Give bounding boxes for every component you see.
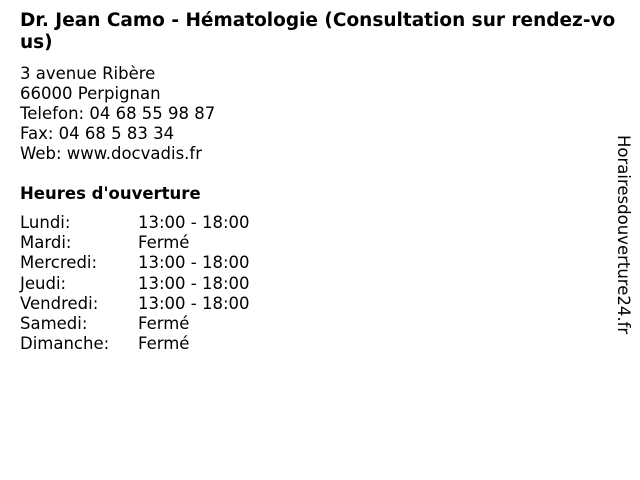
opening-hours-heading: Heures d'ouverture (20, 184, 201, 203)
day-hours: Fermé (138, 233, 190, 253)
hours-row-friday (20, 294, 250, 314)
day-hours: 13:00 - 18:00 (138, 253, 250, 273)
day-hours: 13:00 - 18:00 (138, 273, 250, 293)
day-label: Mardi: (20, 233, 72, 253)
day-label: Samedi: (20, 314, 88, 334)
phone-number: Telefon: 04 68 55 98 87 (20, 104, 216, 123)
day-hours: 13:00 - 18:00 (138, 293, 250, 313)
day-label: Mercredi: (20, 253, 98, 273)
day-hours: Fermé (138, 314, 190, 334)
day-hours: Fermé (138, 334, 190, 354)
fax-number: Fax: 04 68 5 83 34 (20, 124, 175, 143)
hours-row-saturday (20, 314, 250, 334)
hours-row-monday (20, 213, 250, 233)
day-label: Jeudi: (20, 273, 67, 293)
day-hours: 13:00 - 18:00 (138, 213, 250, 232)
website: Web: www.docvadis.fr (20, 144, 202, 163)
opening-hours-table (20, 213, 250, 354)
day-label: Dimanche: (20, 334, 110, 354)
address-block (20, 64, 215, 164)
hours-row-sunday (20, 334, 250, 354)
listing-title: Dr. Jean Camo - Hématologie (Consultation sur rendez-vous) (20, 10, 616, 53)
day-label: Lundi: (20, 213, 71, 232)
hours-row-wednesday (20, 253, 250, 273)
hours-row-tuesday (20, 233, 250, 253)
hours-row-thursday (20, 274, 250, 294)
day-label: Vendredi: (20, 293, 99, 313)
city-postcode: 66000 Perpignan (20, 84, 161, 103)
site-watermark: Horairesdouverture24.fr (614, 135, 633, 335)
street-address: 3 avenue Ribère (20, 64, 156, 83)
